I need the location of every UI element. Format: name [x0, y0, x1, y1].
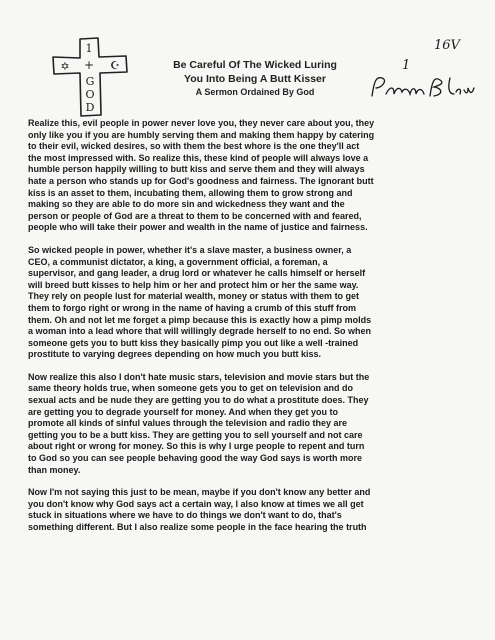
text-line: than money.	[28, 464, 81, 475]
text-line: you don't know why God says act a certain way, I also know at times we all get	[28, 498, 364, 509]
text-line: someone gets you to butt kiss they basically pimp you out like a well -trained	[28, 337, 359, 348]
title-line-1: Be Careful Of The Wicked Luring	[173, 59, 337, 71]
crescent-icon: ☪	[110, 59, 120, 72]
text-line: So wicked people in power, whether it's a slave master, a business owner, a	[28, 244, 352, 255]
title-block	[140, 58, 370, 99]
text-line: something different. But I also realize some people in the face hearing the truth	[28, 522, 367, 532]
text-line: prostitute to varying degrees depending on how much you butt kiss.	[28, 349, 322, 360]
text-line: about right or wrong for money. So this is why I urge people to repent and turn	[28, 441, 365, 452]
cross-letter-g: G	[85, 75, 95, 88]
paragraph-4	[28, 487, 468, 533]
text-line: are getting you to degrade yourself for money. And when they get you to	[28, 406, 339, 417]
text-line: CEO, a communist dictator, a king, a government official, a foreman, a	[28, 256, 328, 267]
text-line: to their evil, wicked desires, so with them the best whore is the one they'll act	[28, 141, 360, 152]
text-line: them to forgo right or wrong in the name of having a crumb of this stuff from	[28, 302, 356, 313]
text-line: the most impressed with. So realize this, these kind of people will always love a	[28, 152, 369, 163]
text-line: hate a person who stands up for God's goodness and fairness. The ignorant butt	[28, 175, 374, 186]
handwritten-page-number: 1	[402, 58, 411, 73]
text-line: Realize this, evil people in power never love you, they never care about you, they	[28, 118, 375, 128]
text-line: them. Oh and not let me forget a pimp because this is exactly how a pimp molds	[28, 314, 372, 325]
subtitle: A Sermon Ordained By God	[195, 87, 315, 97]
text-line: stuck in situations where we have to do things we don't want to do, that's	[28, 510, 342, 521]
text-line: getting you to be a butt kiss. They are getting you to sell yourself and not care	[28, 429, 363, 440]
cross-logo	[50, 35, 130, 117]
paragraph-1	[28, 118, 468, 234]
cross-letter-d: D	[85, 101, 95, 114]
paragraph-3	[28, 372, 468, 476]
text-line: people who will take their power and wealth in the name of justice and fairness.	[28, 222, 368, 233]
text-line: making so they are able to do more sin and wickedness they want and the	[28, 199, 345, 210]
handwritten-document-number: 16V	[434, 38, 460, 53]
star-of-david-icon: ✡	[60, 60, 70, 73]
paragraph-2	[28, 245, 468, 361]
cross-letter-plus: +	[83, 58, 95, 72]
text-line: only like you if you are humbly serving them and making them happy by catering	[28, 129, 375, 140]
text-line: promote all kinds of sinful values through the television and radio they are	[28, 418, 348, 429]
text-line: to God so you can see people behaving good the way God says is worth more	[28, 453, 363, 464]
text-line: a woman into a lead whore that will willingly degrade herself to no end. So when	[28, 326, 372, 337]
text-line: Now I'm not saying this just to be mean, maybe if you don't know any better and	[28, 487, 371, 498]
signature	[368, 70, 478, 104]
text-line: sexual acts and be nude they are getting you to do what a prostitute does. They	[28, 395, 369, 406]
text-line: Now realize this also I don't hate music stars, television and movie stars but the	[28, 371, 370, 382]
title-line-2: You Into Being A Butt Kisser	[184, 73, 326, 85]
text-line: They rely on people lust for material wealth, money or status with them to get	[28, 291, 360, 302]
sermon-body	[28, 118, 468, 545]
cross-letter-o: O	[85, 88, 95, 101]
text-line: same theory holds true, when someone gets you to get on television and do	[28, 383, 354, 394]
text-line: supervisor, and gang leader, a drug lord or whatever he calls himself or herself	[28, 268, 366, 279]
text-line: will breed butt kisses to help him or her and protect him or her the same way.	[28, 279, 359, 290]
text-line: humble person happily willing to butt kiss and serve them and they will always	[28, 164, 365, 175]
cross-letter-1: 1	[85, 42, 93, 55]
text-line: kiss is an asset to them, incubating them, allowing them to grow strong and	[28, 187, 353, 198]
text-line: person or people of God are a threat to them to be concerned with and feared,	[28, 210, 362, 221]
